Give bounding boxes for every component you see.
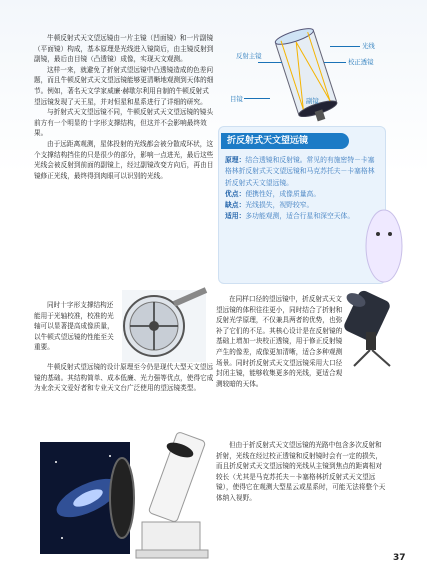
sct-telescope-illustration [344,288,404,368]
paragraph: 同时十字形支撑结构还能用于光轴校准，校准的光轴可以显著提高成像质量，以牛顿式望远镜的性能至关重要。 [34,301,114,352]
mascot-illustration [360,196,410,286]
leader-line [324,62,346,63]
paragraph: 由于远距离观测，星体投射的光线都会被分散成环状，这个支撑结构挡住的只是很少的部分，影响一点进光，最后这些光线会被反射到前面的副镜上，经过副镜改变方向后，再由目镜修正光线，最终得到肉眼可以识别的光线。 [34,139,214,180]
label-eyepiece: 目镜 [230,95,243,103]
info-row-principle [225,155,377,189]
info-row-usage [225,211,377,222]
info-row-disadvantage [225,200,377,211]
label-secondary: 副镜 [306,97,319,105]
leader-line [244,98,270,99]
leader-line [330,46,360,47]
paragraph: 牛顿反射式天文望远镜由一片主镜（凹面镜）和一片副镜（平面镜）构成，基本原理是光线进入镜筒后，由主镜反射到副镜，最后由目镜（凸透镜）成像，实现天文观测。 [34,34,214,64]
paragraph: 但由于折反射式天文望远镜的光路中包含多次反射和折射，光线在经过校正透镜和反射镜时会有一定的损失，而且折反射式天文望远镜的光线从主镜到焦点的距离相对较长（尤其是马克苏托夫－卡塞格林折反射式天文望远镜），使得它在观测大型星云或星系时，可能无法将整个天体纳入视野。 [216,441,386,502]
info-text: 便携性好，成像质量高。 [245,189,321,198]
info-key: 优点： [225,189,246,198]
right-column-text [216,294,346,389]
label-corrector: 校正透镜 [348,58,374,66]
info-key: 缺点： [225,201,246,210]
paragraph: 在同样口径的望远镜中，折反射式天文望远镜的体积往往更小，同时结合了折射和反射光学原理，不仅兼具两者的优势，也弥补了它们的不足。其核心设计是在反射镜的基础上增加一块校正透镜，用于修正反射镜产生的像差，成像更加清晰，适合多种观测场景。同时折反射式天文望远镜采用大口径封闭主镜，能够收集更多的光线，更适合观测较暗的天体。 [216,295,343,388]
left-column-bottom-text [34,362,214,394]
info-text: 多功能观测，适合行星和深空天体。 [245,212,355,221]
paragraph: 这样一来，就避免了折射式望远镜中凸透镜造成的色差问题，而且牛顿反射式天文望远镜能够更清晰地观测到天体的细节。例如，著名天文学家威廉·赫歇尔利用自制的牛顿反射式望远镜发现了天王星，并对恒星和星系进行了详细的研究。 [34,65,214,106]
info-key: 原理： [225,156,246,164]
info-text: 光线损失，视野较窄。 [245,201,314,210]
catadioptric-diagram [268,22,348,122]
left-column-text [34,33,214,181]
info-text: 结合透镜和反射镜。常见的有施密特－卡塞格林折反射式天文望远镜和马克苏托夫－卡塞格林折反射式天文望远镜。 [225,156,375,187]
newtonian-spider-illustration [114,286,214,366]
info-box-title: 折反射式天文望远镜 [221,133,349,149]
leader-line [258,62,282,63]
dobsonian-telescope-illustration [132,432,216,564]
paragraph: 与折射式天文望远镜不同，牛顿反射式天文望远镜的镜头前方有一个明显的十字形支撑结构，但这并不会影响最终效果。 [34,108,214,138]
info-key: 适用： [225,212,246,221]
paragraph: 牛顿反射式望远镜的设计原理至今仍是现代大型天文望远镜的基础。其结构简单、成本低廉、光力强等优点，使得它成为业余天文爱好者和专业天文台广泛使用的望远镜类型。 [34,363,214,393]
label-reflector-main: 反射主镜 [236,52,262,60]
info-box-body [225,155,377,223]
right-column-text-2 [216,440,388,504]
page-number: 37 [393,553,406,563]
info-row-advantage [225,189,377,200]
left-column-mid-text [34,300,116,353]
label-light: 光线 [362,42,375,50]
